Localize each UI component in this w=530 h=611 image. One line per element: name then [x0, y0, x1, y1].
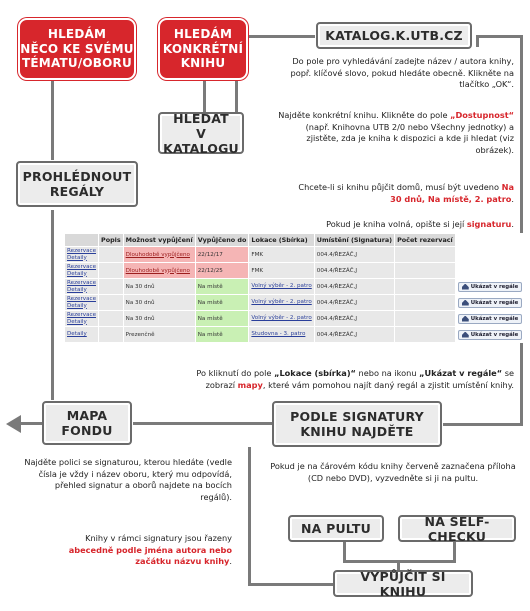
- reservation-details-link[interactable]: Rezervace Detaily: [67, 279, 97, 293]
- table-header-row: [65, 234, 525, 247]
- loan-type-cell: Na 30 dnů: [125, 299, 155, 306]
- location-map-text: Po kliknutí do pole „Lokace (sbírka)“ nebo na ikonu „Ukázat v regále“ se zobrazí mapy, které vám pomohou najít daný regál a zjistit umístění knihy.: [196, 368, 514, 390]
- availability-instructions: Najděte konkrétní knihu. Klikněte do pole „Dostupnost“ (např. Knihovna UTB 2/0 nebo Všechny jednotky) a zjistěte, zda je kniha k dispozici a kde ji hledat (viz obrázek).: [278, 110, 514, 155]
- table-row: [65, 327, 525, 343]
- due-date-cell: Na místě: [197, 315, 223, 322]
- connector: [443, 423, 523, 426]
- location-cell[interactable]: Studovna - 3. patro: [251, 331, 306, 338]
- table-row: [65, 279, 525, 295]
- location-cell[interactable]: Volný výběr - 2. patro: [251, 315, 312, 322]
- signature-note: Pokud je kniha volná, opište si její signaturu.: [326, 219, 514, 229]
- borrow-book-box[interactable]: VYPŮJČIT SI KNIHU: [333, 570, 473, 597]
- table-row: [65, 263, 525, 279]
- signature-cell: 004.4/ŘEZÁČ,J: [316, 267, 357, 274]
- connector: [476, 35, 523, 38]
- show-on-shelf-label: Ukázat v regále: [470, 299, 519, 306]
- connector: [520, 35, 523, 426]
- specific-book-box[interactable]: HLEDÁM KONKRÉTNÍ KNIHU: [158, 18, 248, 80]
- column-header: Počet rezervací: [395, 234, 456, 247]
- catalog-url-box[interactable]: KATALOG.K.UTB.CZ: [316, 22, 472, 49]
- location-cell: FMK: [251, 267, 264, 274]
- due-date-cell: 22/12/17: [197, 251, 223, 258]
- signature-cell: 004.4/ŘEZÁČ,J: [316, 251, 357, 258]
- signature-cell: 004.4/ŘEZÁČ,J: [316, 299, 357, 306]
- catalog-search-instructions: Do pole pro vyhledávání zadejte název / autora knihy, popř. klíčové slovo, pokud hledáte obecně. Klikněte na tlačítko „OK“.: [290, 56, 514, 90]
- connector: [51, 210, 54, 400]
- reservation-details-link[interactable]: Rezervace Detaily: [67, 311, 97, 325]
- library-icon: [462, 332, 469, 338]
- table-row: [65, 311, 525, 327]
- self-check-box[interactable]: NA SELF-CHECKU: [398, 515, 516, 542]
- connector: [343, 540, 346, 562]
- connector: [51, 80, 54, 160]
- location-cell[interactable]: Volný výběr - 2. patro: [251, 283, 312, 290]
- reservation-details-link[interactable]: Rezervace Detaily: [67, 295, 97, 309]
- show-on-shelf-button[interactable]: [458, 298, 523, 308]
- reservation-details-link[interactable]: Rezervace Detaily: [67, 247, 97, 261]
- search-catalog-box[interactable]: HLEDAT V KATALOGU: [158, 112, 244, 154]
- due-date-cell: Na místě: [197, 283, 223, 290]
- connector: [248, 447, 251, 585]
- library-icon: [462, 316, 469, 322]
- connector: [248, 583, 338, 586]
- attachment-note: Pokud je na čárovém kódu knihy červeně zaznačena příloha (CD nebo DVD), vyzvedněte si ji na pultu.: [270, 461, 516, 483]
- show-on-shelf-button[interactable]: [458, 282, 523, 292]
- browse-shelves-box[interactable]: PROHLÉDNOUT REGÁLY: [16, 161, 138, 207]
- due-date-cell: Na místě: [197, 299, 223, 306]
- at-counter-box[interactable]: NA PULTU: [288, 515, 384, 542]
- loan-type-cell: Dlouhodobě vypůjčeno: [125, 251, 190, 258]
- catalog-holdings-table: [64, 233, 525, 343]
- library-map-box[interactable]: MAPA FONDU: [42, 401, 132, 445]
- show-on-shelf-label: Ukázat v regále: [470, 331, 519, 338]
- show-on-shelf-label: Ukázat v regále: [470, 283, 519, 290]
- column-header: Lokace (Sbírka): [249, 234, 314, 247]
- loan-type-cell: Dlouhodobě vypůjčeno: [125, 267, 190, 274]
- table-row: [65, 247, 525, 263]
- column-header: Možnost vypůjčení: [123, 234, 195, 247]
- topic-search-box[interactable]: HLEDÁM NĚCO KE SVÉMU TÉMATU/OBORU: [18, 18, 136, 80]
- reservation-details-link[interactable]: Detaily: [67, 331, 87, 338]
- column-header: Vypůjčeno do: [195, 234, 249, 247]
- sorting-rule-text: Knihy v rámci signatury jsou řazeny abecedně podle jména autora nebo začátku názvu knihy.: [68, 533, 232, 567]
- signature-cell: 004.4/ŘEZÁČ,J: [316, 315, 357, 322]
- column-header: [65, 234, 99, 247]
- loan-type-cell: Na 30 dnů: [125, 283, 155, 290]
- show-on-shelf-button[interactable]: [458, 314, 523, 324]
- column-header: Umístění (Signatura): [314, 234, 394, 247]
- due-date-cell: 22/12/25: [197, 267, 223, 274]
- shelf-finding-text: Najděte polici se signaturou, kterou hledáte (vedle čísla je vždy i název oboru, který mu odpovídá, přehled signatur a oborů najdete na bocích regálů).: [24, 457, 232, 502]
- loan-type-cell: Na 30 dnů: [125, 315, 155, 322]
- loan-type-cell: Prezenčně: [125, 331, 155, 338]
- signature-cell: 004.4/ŘEZÁČ,J: [316, 331, 357, 338]
- library-icon: [462, 284, 469, 290]
- location-cell[interactable]: Volný výběr - 2. patro: [251, 299, 312, 306]
- reservation-details-link[interactable]: Rezervace Detaily: [67, 263, 97, 277]
- connector: [133, 422, 273, 425]
- location-cell: FMK: [251, 251, 264, 258]
- arrow-left-icon: [6, 415, 21, 433]
- show-on-shelf-button[interactable]: [458, 330, 523, 340]
- find-by-signature-box[interactable]: PODLE SIGNATURY KNIHU NAJDĚTE: [272, 401, 442, 447]
- column-header: [455, 234, 525, 247]
- due-date-cell: Na místě: [197, 331, 223, 338]
- borrow-condition-text: Chcete-li si knihu půjčit domů, musí být uvedeno Na 30 dnů, Na místě, 2. patro.: [298, 182, 514, 204]
- table-row: [65, 295, 525, 311]
- show-on-shelf-label: Ukázat v regále: [470, 315, 519, 322]
- signature-cell: 004.4/ŘEZÁČ,J: [316, 283, 357, 290]
- column-header: Popis: [99, 234, 124, 247]
- library-icon: [462, 300, 469, 306]
